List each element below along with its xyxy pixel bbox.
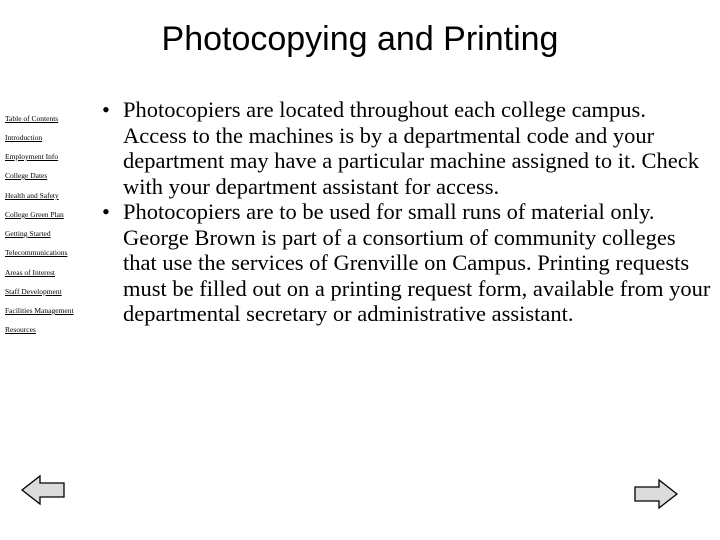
sidebar-item-getting-started[interactable]: Getting Started: [5, 229, 51, 238]
sidebar-item-introduction[interactable]: Introduction: [5, 133, 43, 142]
sidebar-item-facilities-management[interactable]: Facilities Management: [5, 306, 74, 315]
sidebar-item-employment-info[interactable]: Employment Info: [5, 152, 59, 161]
page-title: Photocopying and Printing: [161, 20, 559, 58]
sidebar-item-table-of-contents[interactable]: Table of Contents: [5, 114, 59, 123]
sidebar-item-staff-development[interactable]: Staff Development: [5, 287, 62, 296]
bullet-marker: •: [102, 97, 110, 122]
sidebar-item-college-green-plan[interactable]: College Green Plan: [5, 210, 64, 219]
sidebar-item-telecommunications[interactable]: Telecommunications: [5, 248, 68, 257]
bullet-item: [98, 97, 713, 199]
right-arrow-icon: [633, 478, 679, 510]
sidebar-item-areas-of-interest[interactable]: Areas of Interest: [5, 268, 55, 277]
sidebar-item-college-dates[interactable]: College Dates: [5, 171, 48, 180]
bullet-item: [98, 199, 713, 327]
bullet-text: Photocopiers are located throughout each college campus. Access to the machines is by a departmental code and your department may have a particular machine assigned to it. Check with your department assistant for access.: [123, 97, 700, 199]
back-button[interactable]: [20, 473, 66, 512]
forward-button[interactable]: [633, 478, 679, 515]
sidebar-item-resources[interactable]: Resources: [5, 325, 36, 334]
sidebar-item-health-and-safety[interactable]: Health and Safety: [5, 191, 59, 200]
bullet-text: Photocopiers are to be used for small runs of material only. George Brown is part of a consortium of community colleges that use the services of Grenville on Campus. Printing requests must be filled out on a printing request form, available from your departmental secretary or administrative assistant.: [123, 199, 711, 326]
bullet-marker: •: [102, 199, 110, 224]
slide-content: [98, 97, 713, 327]
left-arrow-icon: [20, 473, 66, 507]
